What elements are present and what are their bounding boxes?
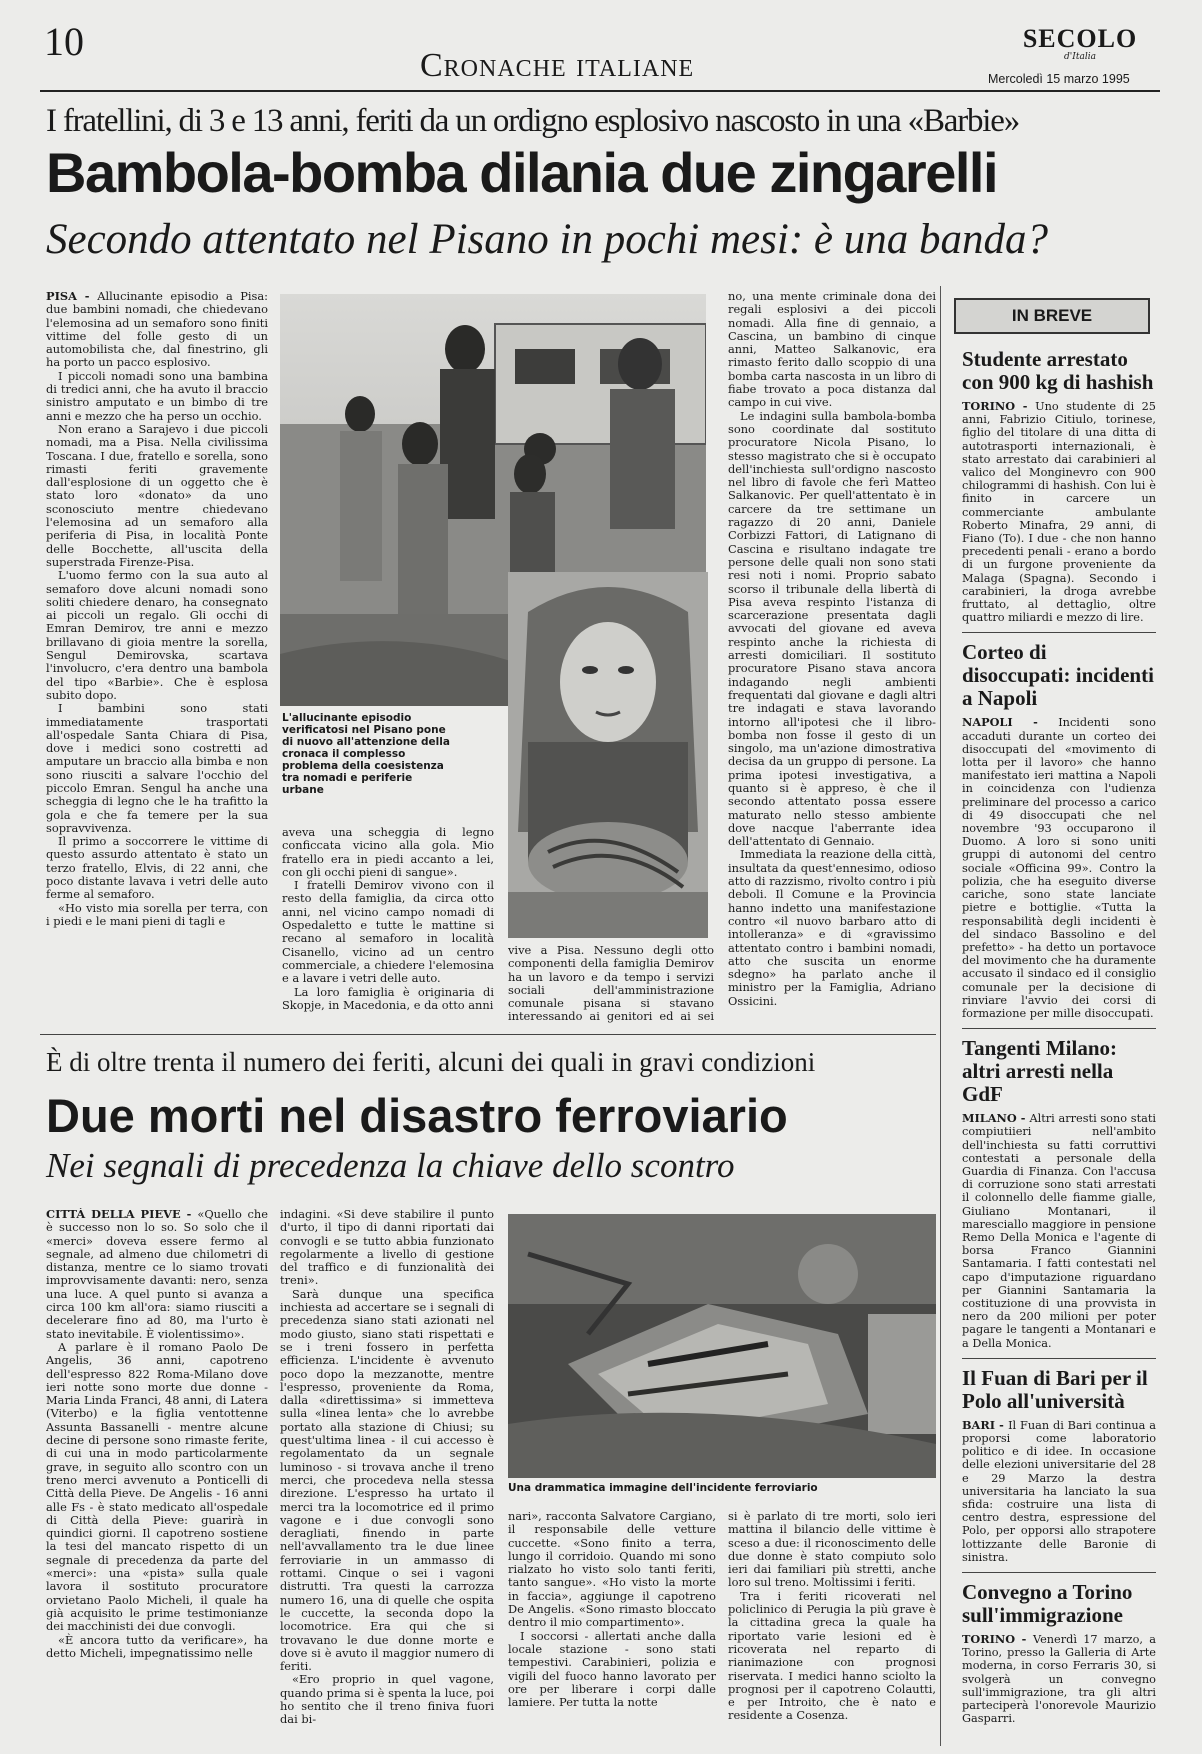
section-title: Cronache italiane [420, 47, 695, 84]
portrait-photo-image [508, 572, 708, 938]
story2-paragraph: indagini. «Si deve stabilire il punto d'urto, il tipo di danni riportati dai convogli e se tutto abbia funzionato regolarmente a livello di gestione del traffico e di funzionalità dei treni». [280, 1208, 494, 1288]
story1-paragraph: I piccoli nomadi sono una bambina di tredici anni, che ha avuto il braccio sinistro amputato e un bimbo di tre anni e mezzo che ha perso un occhio. [46, 368, 268, 423]
brief-dateline: TORINO - [962, 1632, 1033, 1647]
brief-title: Convegno a Torino sull'immigrazione [962, 1580, 1133, 1628]
story2-paragraph: «Quello che è successo non lo so. So solo che il «merci» doveva essere fermo al segnale, ad almeno due chilometri di distanza, mentre ce lo siamo trovati improvvisamente davanti: nero, senza una luce. A quel punto si avanza a circa 100 km all'ora: siamo riusciti a decelerare fino ad 80, ma l'urto è stato inevitabile. È violentissimo». [46, 1208, 268, 1341]
story2-subhead: Nei segnali di precedenza la chiave dello scontro [46, 1146, 735, 1185]
brief-text: Uno studente di 25 anni, Fabrizio Citiulo, torinese, figlio del titolare di una ditta di autotrasporti internazionali, è stato arrestato dai carabinieri al valico del Monginevro con 900 chilogrammi di hashish. Con lui è finito in carcere un commerciante ambulante Roberto Minafra, 29 anni, di Fiano (To). I due - che non hanno precedenti penali - erano a bordo di un furgone proveniente da Malaga (Spagna). Secondo i carabinieri, la droga avrebbe fruttato, al dettaglio, oltre quattro miliardi e mezzo di lire. [962, 400, 1156, 625]
story1-paragraph: no, una mente criminale dona dei regali esplosivi a dei piccoli nomadi. Alla fine di gennaio, a Cascina, un bambino di cinque anni, Matteo Salkanovic, era rimasto ferito dallo scoppio di una bomba carta nascosta in un libro di fiabe trovato a poca distanza dal campo in cui vive. [728, 290, 936, 410]
story1-column-1 [46, 290, 268, 1020]
story2-paragraph: «È ancora tutto da verificare», ha detto Micheli, impegnatissimo nelle [46, 1632, 268, 1660]
masthead-name: SECOLO [1022, 24, 1138, 53]
sidebar-brief [962, 348, 1156, 624]
story1-column-4 [728, 290, 936, 1024]
story-divider [40, 1034, 936, 1035]
sidebar-divider [940, 286, 941, 1746]
story2-paragraph: «Ero proprio in quel vagone, quando prima si è spenta la luce, poi ho sentito che il treno finiva fuori dai bi- [280, 1672, 494, 1727]
story1-paragraph: vive a Pisa. Nessuno degli otto componenti della famiglia Demirov ha un lavoro e da tempo i servizi sociali dell'amministrazione comunale pisana si stavano interessando ai genitori ed ai sei [508, 944, 714, 1024]
story2-column-1 [46, 1208, 268, 1738]
train-photo-image [508, 1214, 936, 1478]
story2-photo-caption: Una drammatica immagine dell'incidente ferroviario [508, 1482, 818, 1494]
story1-paragraph: Immediata la reazione della città, insultata da quest'ennesimo, odioso atto di razzismo, rivolto contro i più deboli. Il Comune e la Provincia hanno indetto una manifestazione contro «il nuovo barbaro atto di intolleranza» e di «gravissimo attentato contro i bambini nomadi, atto che suscita un enorme sdegno» ha parlato anche il ministro per la Famiglia, Adriano Ossicini. [728, 847, 936, 1008]
story1-headline: Bambola-bomba dilania due zingarelli [46, 141, 998, 204]
story2-paragraph: A parlare è il romano Paolo De Angelis, 36 anni, capotreno dell'espresso 822 Roma-Milano dove ieri notte sono morte due donne - Maria Linda Franci, 48 anni, di Latera (Viterbo) e la figlia ventottenne Assunta Bassanelli - mentre alcune decine di persone sono rimaste ferite, di cui una in modo particolarmente grave, in seguito allo scontro con un treno merci avvenuto a Ponticelli di Città della Pieve. De Angelis - 16 anni alle Fs - è stato medicato all'ospedale di Città della Pieve: guarirà in quindici giorni. Il capotreno sostiene la tesi del mancato rispetto di un segnale di precedenza da parte del «merci»: una «pista» sulla quale lavora il sostituto procuratore orvietano Paolo Micheli, il quale ha già acquisito le prime testimonianze dei macchinisti dei due convogli. [46, 1339, 268, 1634]
brief-text: Incidenti sono accaduti durante un corteo dei disoccupati del «movimento di lotta per il lavoro» che hanno manifestato ieri mattina a Napoli in coincidenza con l'udienza preliminare del processo a carico di 49 disoccupati che nel novembre '93 occuparono il Duomo. A loro si sono uniti gruppi di autonomi del centro sociale «Officina 99». Contro la polizia, che ha eseguito diverse cariche, sono state lanciate pietre e bottiglie. «Tutta la responsabilità degli incidenti è del sindaco Bassolino e del prefetto» - ha detto un portavoce del movimento che ha duramente accusato il sindaco ed il consiglio comunale per la decisione di rinviare l'avvio dei corsi di formazione per mille disoccupati. [962, 716, 1156, 1020]
story2-column-4 [728, 1510, 936, 1738]
story1-paragraph: I fratelli Demirov vivono con il resto della famiglia, da circa otto anni, nel vicino campo nomadi di Ospedaletto e tutte le mattine si recano al semaforo in località Cisanello, vicino ad un centro commerciale, a chiedere l'elemosina e a lavare i vetri delle auto. [282, 878, 494, 986]
story2-column-3 [508, 1510, 716, 1738]
story2-paragraph: si è parlato di tre morti, solo ieri mattina il bilancio delle vittime è sceso a due: il riconoscimento delle due donne è stato compiuto solo ieri dai familiari più stretti, anche loro sul treno. Moltissimi i feriti. [728, 1510, 936, 1590]
page-number: 10 [44, 19, 84, 64]
brief-dateline: MILANO - [962, 1111, 1030, 1126]
story1-paragraph: Le indagini sulla bambola-bomba sono coordinate dal sostituto procuratore Nicola Pisano, lo stesso magistrato che si è occupato dell'inchiesta sull'ordigno nascosto nel libro di favole che ferì Matteo Salkanovic. Per quell'attentato è in carcere da tre settimane un ragazzo di 20 anni, Daniele Corbizzi Fattori, di Latignano di Cascina e risultano indagate tre persone delle quali non sono stati resi noti i nomi. Proprio sabato scorso il tribunale della libertà di Pisa aveva respinto l'istanza di scarcerazione presentata dagli avvocati del giovane ed aveva respinto anche la richiesta di arresti domiciliari. Il sostituto procuratore Pisano stava ancora indagando negli ambienti frequentati dal giovane e dagli altri tre indagati e stava lavorando intorno all'ipotesi che il libro-bomba non fosse il gesto di un singolo, ma un'azione dimostrativa decisa da un gruppo di persone. La prima ipotesi investigativa, a quanto si è appreso, è che il secondo attentato possa essere maturato nello stesso ambiente dove nacque l'aberrante idea dell'attentato di Gennaio. [728, 408, 936, 849]
sidebar-brief [962, 1367, 1156, 1564]
story2-column-2 [280, 1208, 494, 1738]
brief-dateline: NAPOLI - [962, 715, 1059, 730]
story1-column-3 [508, 944, 714, 1024]
sidebar-brief [962, 1037, 1156, 1350]
brief-dateline: TORINO - [962, 399, 1036, 413]
story2-photo-train [508, 1214, 936, 1478]
sidebar-label: IN BREVE [1011, 306, 1093, 325]
brief-title: Studente arrestato con 900 kg di hashish [962, 348, 1154, 394]
story1-paragraph: Non erano a Sarajevo i due piccoli nomadi, ma a Pisa. Nella civilissima Toscana. I due, fratello e sorella, sono rimasti feriti gravemente dall'esplosione di un oggetto che è stato loro «donato» da uno sconosciuto mentre chiedevano l'elemosina ad un semaforo alla periferia di Pisa, in località Ponte delle Bocchette, all'uscita della superstrada Firenze-Pisa. [46, 421, 268, 569]
header-rule [40, 90, 1160, 92]
story1-dateline: PISA - [46, 290, 98, 303]
story1-paragraph: I bambini sono stati immediatamente trasportati all'ospedale Santa Chiara di Pisa, dove i medici sono costretti ad amputare un braccio alla bimba e non sono riusciti a salvare l'occhio del piccolo Emran. Sengul ha anche una scheggia di legno che le ha trafitto la gola e che fa temere per la sua sopravvivenza. [46, 701, 268, 835]
story1-paragraph: La loro famiglia è originaria di Skopje, in Macedonia, e da otto anni [282, 984, 494, 1012]
issue-date: Mercoledì 15 marzo 1995 [988, 72, 1130, 86]
story1-paragraph: L'uomo fermo con la sua auto al semaforo dove alcuni nomadi sono soliti chiedere denaro, ha consegnato ai piccoli un regalo. Gli occhi di Emran Demirov, tre anni e mezzo brillavano di gioia mentre la sorella, Sengul Demirovska, scartava l'involucro, c'era dentro una bambola del tipo «Barbie». Che è esplosa subito dopo. [46, 568, 268, 702]
story1-photo-portrait [508, 572, 708, 938]
story2-paragraph: I soccorsi - allertati anche dalla locale stazione - sono stati tempestivi. Carabinieri, polizia e vigili del fuoco hanno lavorato per ore per liberare i corpi dalle lamiere. Per tutta la notte [508, 1628, 716, 1710]
story2-dateline: CITTÀ DELLA PIEVE - [46, 1208, 198, 1221]
brief-divider [962, 1572, 1156, 1573]
story1-paragraph: «Ho visto mia sorella per terra, con i piedi e le mani pieni di tagli e [46, 900, 268, 928]
brief-title: Corteo di disoccupati: incidenti a Napoli [962, 640, 1154, 711]
brief-dateline: BARI - [962, 1417, 1009, 1432]
story2-kicker: È di oltre trenta il numero dei feriti, alcuni dei quali in gravi condizioni [46, 1047, 816, 1077]
story1-photo-caption: L'allucinante episodio verificatosi nel Pisano pone di nuovo all'attenzione della cronaca il complesso problema della coesistenza tra nomadi e periferie urbane [282, 712, 450, 796]
masthead-logo [1005, 26, 1155, 62]
sidebar-brief-list [962, 348, 1156, 1738]
story1-paragraph: Il primo a soccorrere le vittime di questo assurdo attentato è stato un terzo fratello, Elvis, di 22 anni, che poco distante lavava i vetri delle auto ferme al semaforo. [46, 834, 268, 902]
brief-divider [962, 632, 1156, 633]
sidebar-brief [962, 641, 1156, 1020]
brief-text: Venerdì 17 marzo, a Torino, presso la Galleria di Arte moderna, in corso Ferraris 30, si svolgerà un convegno sull'immigrazione, tra gli altri parteciperà l'onorevole Maurizio Gasparri. [962, 1633, 1156, 1726]
sidebar-brief [962, 1581, 1156, 1725]
brief-title: Tangenti Milano: altri arresti nella GdF [962, 1036, 1117, 1107]
masthead-sub: d'Italia [1064, 52, 1096, 62]
story2-headline: Due morti nel disastro ferroviario [46, 1089, 788, 1142]
story1-paragraph: aveva una scheggia di legno conficcata vicino alla gola. Mio fratello era in piedi accanto a lei, con gli occhi pieni di sangue». [282, 826, 494, 879]
story2-paragraph: nari», racconta Salvatore Cargiano, il responsabile delle vetture cuccette. «Sono finito a terra, lungo il corridoio. Quando mi sono rialzato ho visto solo tanti feriti, tanto sangue». «Ho visto la morte in faccia», aggiunge il capotreno De Angelis. «Sono rimasto bloccato dentro il mio compartimento». [508, 1510, 716, 1630]
sidebar-label-box [954, 298, 1150, 334]
brief-text: Il Fuan di Bari continua a proporsi come laboratorio politico e di idee. In occasione delle elezioni universitarie del 28 e 29 Marzo la destra universitaria ha lanciato la sua sfida: costruire una lista di centro destra, espressione del Polo, per opporsi allo strapotere lottizzante delle Baronie di sinistra. [962, 1418, 1156, 1564]
brief-divider [962, 1028, 1156, 1029]
story2-paragraph: Sarà dunque una specifica inchiesta ad accertare se i segnali di precedenza siano stati azionati nel modo giusto, siano stati rispettati e se i treni fossero in perfetta efficienza. L'incidente è avvenuto poco dopo la mezzanotte, mentre l'espresso, proveniente da Roma, dalla «direttissima» si immetteva sulla «linea lenta» che lo avrebbe portato alla stazione di Chiusi; su quest'ultima linea - il cui accesso è regolamentato da un segnale luminoso - si trovava anche il treno merci, che procedeva nella stessa direzione. L'espresso ha urtato il merci tra la locomotrice ed il primo vagone e i due convogli sono deragliati, finendo in parte nell'avvallamento tra le due linee ferroviarie in un ammasso di rottami. Cinque o sei i vagoni distrutti. Tra questi la carrozza numero 16, una di quelle che ospita le cuccette, la seconda dopo la locomotrice. Era qui che si trovavano le due donne morte e dove si è avuto il maggior numero di feriti. [280, 1286, 494, 1674]
story1-subhead: Secondo attentato nel Pisano in pochi mesi: è una banda? [46, 216, 1048, 263]
story1-column-2 [282, 826, 494, 1022]
brief-divider [962, 1358, 1156, 1359]
story2-paragraph: Tra i feriti ricoverati nel policlinico di Perugia la più grave è la cittadina greca la quale ha riportato varie lesioni ed è ricoverata nel reparto di rianimazione con prognosi riservata. I medici hanno sciolto la prognosi per il capotreno Colautti, e per Introito, che è nato e residente a Cosenza. [728, 1588, 936, 1723]
story1-paragraph: Allucinante episodio a Pisa: due bambini nomadi, che chiedevano l'elemosina ad un semaforo sono finiti vittime del folle gesto di un automobilista che, dal finestrino, gli ha porto un pacco esplosivo. [46, 290, 268, 370]
brief-text: Altri arresti sono stati compiutiieri nell'ambito dell'inchiesta su fatti corruttivi contestati a personale della Guardia di Finanza. Con l'accusa di corruzione sono stati arrestati il colonnello delle fiamme gialle, Giuliano Montanari, il maresciallo maggiore in pensione Remo Della Monica e l'agente di borsa Franco Giannini Santamaria. I fatti contestati nel capo d'imputazione riguardano per Giannini Santamaria la costituzione di una provvista in nero da 200 milioni per poter pagare le tangenti a Montanari e a Della Monica. [962, 1112, 1156, 1350]
story1-kicker: I fratellini, di 3 e 13 anni, feriti da un ordigno esplosivo nascosto in una «Barbie» [46, 103, 1020, 139]
brief-title: Il Fuan di Bari per il Polo all'università [962, 1365, 1148, 1413]
